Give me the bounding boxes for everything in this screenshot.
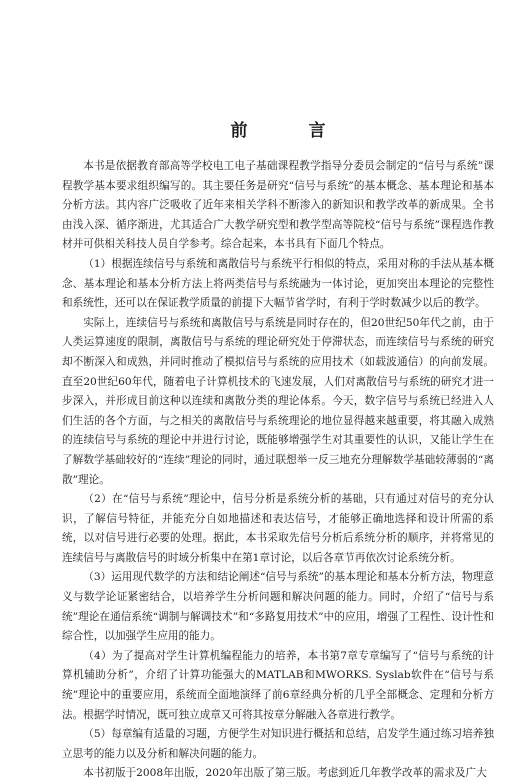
paragraph-history: 实际上，连续信号与系统和离散信号与系统是同时存在的，但20世纪50年代之前，由于人类运算速度的限制，离散信号与系统的理论研究处于停滞状态，而连续信号与系统的研究却不断深入和成熟，并同时推动了模拟信号与系统的应用技术（如载波通信）的向前发展。直至20世纪60年代，随着电子计算机技术的飞速发展，人们对离散信号与系统的研究才进一步深入，并形成目前这种以连续和离散分类的理论体系。今天，数字信号与系统已经进入人们生活的各个方面，与之相关的离散信号与系统理论的地位显得越来越重要，将其融入成熟的连续信号与系统的理论中并进行讨论，既能够增强学生对其重要性的认识，又能让学生在了解数学基础较好的“连续”理论的同时，通过联想举一反三地充分理解数学基础较薄弱的“离散”理论。	[62, 316, 494, 486]
page-title: 前 言	[230, 121, 348, 141]
paragraph-feature-4: （4）为了提高对学生计算机编程能力的培养，本书第7章专章编写了“信号与系统的计算机辅助分析”，介绍了计算功能强大的MATLAB和MWORKS. Syslab软件在“信号与系统”理论中的重要应用，系统而全面地演绎了前6章经典分析的几乎全部概念、定理和分析方法。根据学时情况，既可独立成章又可将其按章分解融入各章进行教学。	[62, 649, 494, 721]
paragraph-feature-5: （5）每章编有适量的习题，方便学生对知识进行概括和总结，启发学生通过练习培养独立思考的能力以及分析和解决问题的能力。	[62, 728, 494, 760]
paragraph-intro: 本书是依据教育部高等学校电工电子基础课程教学指导分委员会制定的“信号与系统”课程教学基本要求组织编写的。其主要任务是研究“信号与系统”的基本概念、基本理论和基本分析方法。其内容广泛吸收了近年来相关学科不断渗入的新知识和教学改革的新成果。全书由浅入深、循序渐进，尤其适合广大教学研究型和教学型高等院校“信号与系统”课程选作教材并可供相关科技人员自学参考。综合起来，本书具有下面几个特点。	[62, 160, 494, 251]
paragraph-feature-3: （3）运用现代数学的方法和结论阐述“信号与系统”的基本理论和基本分析方法，物理意义与数学论证紧密结合，以培养学生分析问题和解决问题的能力。同时，介绍了“信号与系统”理论在通信系统“调制与解调技术”和“多路复用技术”中的应用，增强了工程性、设计性和综合性，以加强学生应用的能力。	[62, 571, 494, 643]
paragraph-feature-1: （1）根据连续信号与系统和离散信号与系统平行相似的特点，采用对称的手法从基本概念、基本理论和基本分析方法上将两类信号与系统融为一体讨论，更加突出本理论的完整性和系统性，还可以在保证教学质量的前提下大幅节省学时，有利于学时数减少以后的教学。	[62, 257, 494, 310]
paragraph-feature-2: （2）在“信号与系统”理论中，信号分析是系统分析的基础，只有通过对信号的充分认识，了解信号特征，并能充分自如地描述和表达信号，才能够正确地选择和设计所需的系统，以对信号进行必要的处理。据此，本书采取先信号分析后系统分析的顺序，并将常见的连续信号与离散信号的时域分析集中在第1章讨论，以后各章节再依次讨论系统分析。	[62, 493, 494, 564]
paragraph-editions: 本书初版于2008年出版，2020年出版了第三版。考虑到近几年教学改革的需求及广大	[83, 767, 487, 780]
